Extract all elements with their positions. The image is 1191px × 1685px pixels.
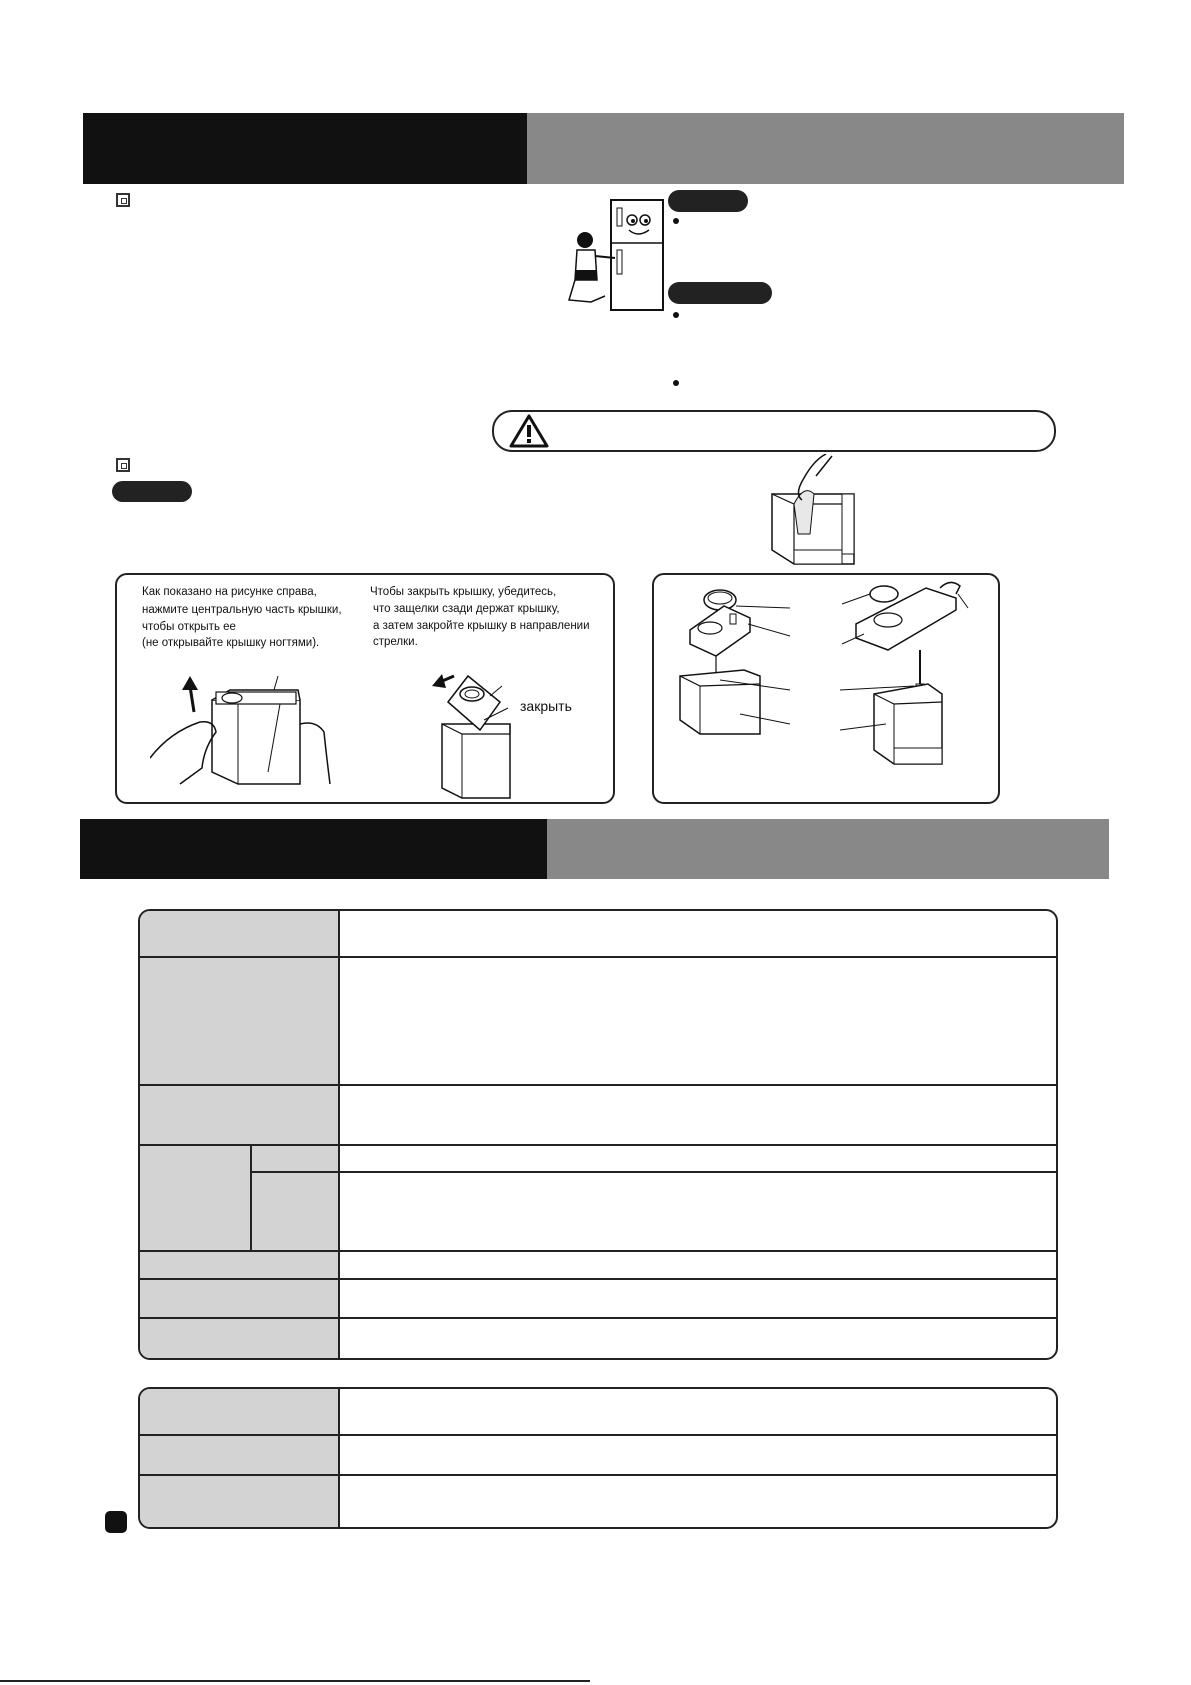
- table-label-cell: [140, 1086, 338, 1144]
- bullet-icon: [673, 218, 679, 224]
- spec-table-2: [138, 1387, 1058, 1529]
- table-divider: [338, 911, 340, 1360]
- table-divider: [140, 1250, 1058, 1252]
- bullet-icon: [673, 312, 679, 318]
- open-instruction-line-4: (не открывайте крышку ногтями).: [142, 637, 320, 649]
- section-header-right: [547, 819, 1109, 879]
- checkbox-icon: [116, 458, 130, 472]
- open-instruction-line-3: чтобы открыть ее: [142, 621, 236, 633]
- tank-assembly-diagram: [660, 580, 996, 798]
- caution-label-pill: [668, 282, 772, 304]
- open-instruction-line-1: Как показано на рисунке справа,: [142, 586, 317, 598]
- checkbox-icon: [116, 193, 130, 207]
- table-label-cell: [140, 1146, 250, 1250]
- section-header-left: [83, 113, 527, 184]
- table-label-cell: [140, 1476, 338, 1529]
- close-lid-illustration: [428, 672, 528, 804]
- page-number-badge: [105, 1511, 127, 1533]
- section-header-right: [527, 113, 1124, 184]
- table-divider: [140, 1144, 1058, 1146]
- table-divider: [140, 1278, 1058, 1280]
- section-label-pill: [112, 481, 192, 502]
- warning-triangle-icon: [508, 413, 550, 449]
- table-label-cell: [140, 1389, 338, 1434]
- open-instruction-line-2: нажмите центральную часть крышки,: [142, 604, 342, 616]
- open-lid-illustration: [150, 672, 340, 790]
- close-instruction-line-1: Чтобы закрыть крышку, убедитесь,: [370, 586, 557, 598]
- close-label: закрыть: [520, 698, 572, 714]
- child-fridge-illustration: [565, 198, 670, 316]
- spec-table-1: [138, 909, 1058, 1360]
- table-label-cell: [140, 911, 338, 956]
- table-divider: [250, 1146, 252, 1250]
- close-instruction-line-2: что защелки сзади держат крышку,: [373, 603, 560, 615]
- footer-line: [0, 1680, 590, 1682]
- table-sublabel-cell: [252, 1146, 338, 1171]
- table-divider: [140, 1317, 1058, 1319]
- table-label-cell: [140, 1319, 338, 1360]
- table-divider: [250, 1171, 1058, 1173]
- table-divider: [140, 956, 1058, 958]
- table-label-cell: [140, 1252, 338, 1278]
- close-instruction-line-4: стрелки.: [373, 636, 418, 648]
- note-label-pill: [668, 190, 748, 212]
- table-divider: [140, 1434, 1058, 1436]
- close-instruction-line-3: а затем закройте крышку в направлении: [373, 620, 590, 632]
- table-divider: [140, 1084, 1058, 1086]
- table-label-cell: [140, 1436, 338, 1474]
- water-tank-fill-illustration: [764, 454, 872, 572]
- warning-box: [492, 410, 1056, 452]
- bullet-icon: [673, 380, 679, 386]
- table-divider: [338, 1389, 340, 1529]
- table-label-cell: [140, 958, 338, 1084]
- table-label-cell: [140, 1280, 338, 1317]
- table-sublabel-cell: [252, 1173, 338, 1250]
- table-divider: [140, 1474, 1058, 1476]
- section-header-left: [80, 819, 547, 879]
